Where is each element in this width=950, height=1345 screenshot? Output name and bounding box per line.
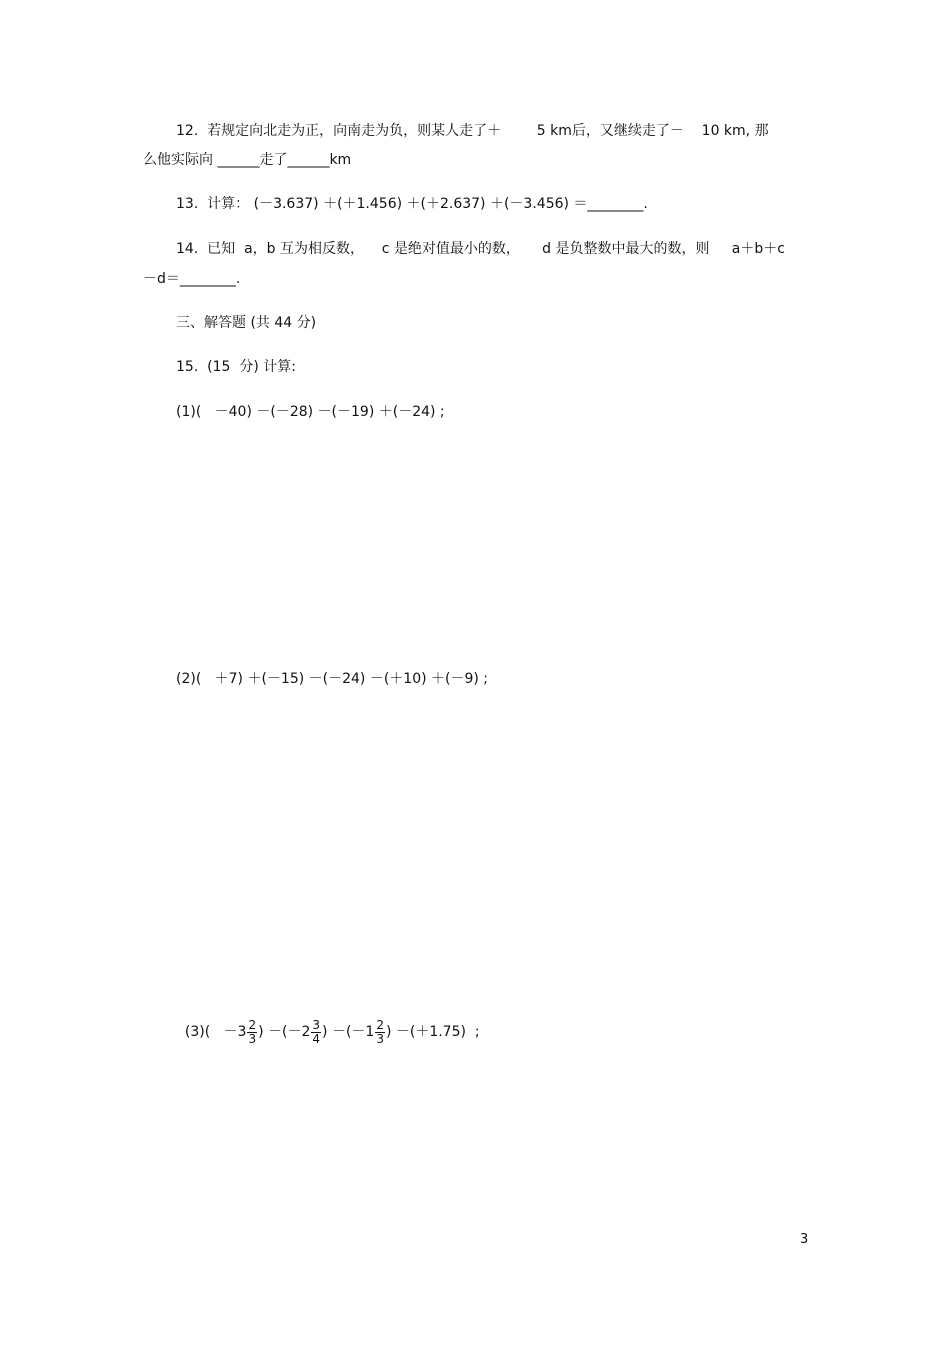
q15-part3-pre: (3)( －3 — [184, 1024, 247, 1040]
fraction-numerator: 2 — [376, 1017, 384, 1032]
q12-line1: 12. 若规定向北走为正，向南走为负，则某人走了＋ 5 km后，又继续走了－ 10 km, 那 — [176, 123, 769, 139]
q13-line1: 13. 计算： (－3.637) ＋(＋1.456) ＋(＋2.637) ＋(－3.456) ＝________. — [176, 196, 648, 212]
q15-part3 — [176, 990, 480, 1046]
q12-line2: 么他实际向 ______走了______km — [143, 152, 352, 168]
q15-part3-mid1: ) －(－2 — [258, 1024, 311, 1040]
q15-part2: (2)( ＋7) ＋(－15) －(－24) －(＋10) ＋(－9) ; — [176, 671, 489, 687]
q15-part3-post: ) －(＋1.75) ; — [385, 1024, 480, 1040]
fraction-denominator: 4 — [312, 1031, 321, 1046]
page-number: 3 — [800, 1232, 809, 1247]
q14-line2: －d＝________. — [143, 271, 241, 287]
q15-part1: (1)( －40) －(－28) －(－19) ＋(－24) ; — [176, 404, 445, 420]
fraction-numerator: 3 — [312, 1017, 321, 1032]
fraction-3-4 — [311, 1019, 321, 1046]
q15-title: 15. (15 分) 计算: — [176, 359, 296, 375]
q14-line1: 14. 已知 a，b 互为相反数， c 是绝对值最小的数， d 是负整数中最大的数，则 a＋b＋c — [176, 241, 785, 257]
fraction-denominator: 3 — [376, 1031, 384, 1046]
fraction-2-3 — [247, 1019, 257, 1046]
fraction-denominator: 3 — [248, 1031, 257, 1046]
q15-part3-mid2: ) －(－1 — [322, 1024, 375, 1040]
section-3-title: 三、解答题 (共 44 分) — [176, 315, 317, 331]
fraction-2-3-b — [375, 1019, 385, 1046]
fraction-numerator: 2 — [248, 1017, 257, 1032]
